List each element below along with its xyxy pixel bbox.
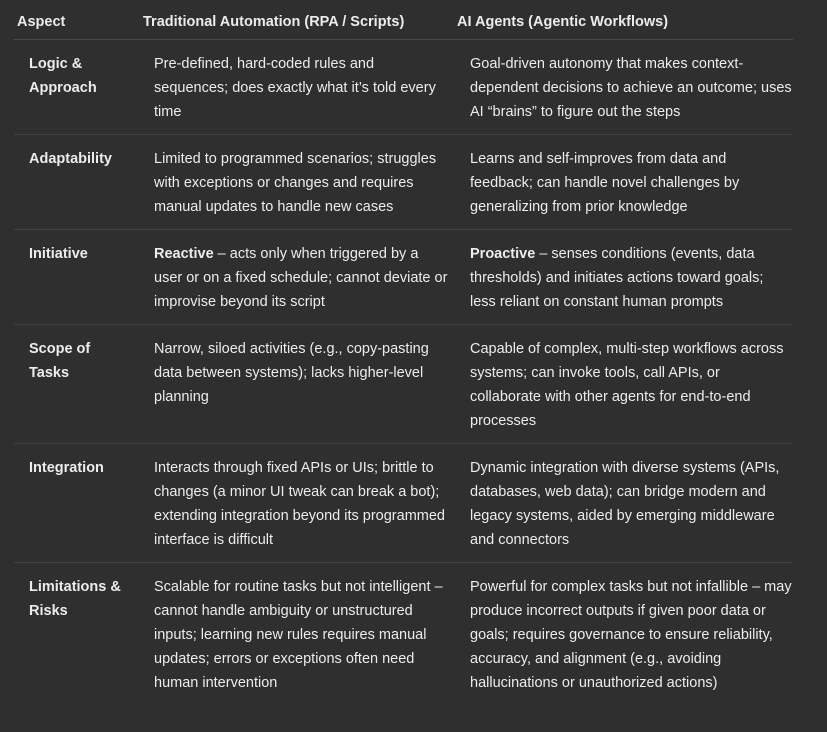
ai-emphasis: Proactive — [470, 246, 536, 262]
traditional-cell: Scalable for routine tasks but not intelligent – cannot handle ambiguity or unstructured inputs; learning new rules requires manual updates; errors or exceptions often need human intervention — [154, 579, 443, 691]
traditional-cell: Pre-defined, hard-coded rules and sequences; does exactly what it’s told every time — [154, 56, 436, 120]
ai-cell: Capable of complex, multi-step workflows across systems; can invoke tools, call APIs, or collaborate with other agents for end-to-end processes — [470, 341, 784, 429]
ai-cell: Dynamic integration with diverse systems (APIs, databases, web data); can bridge modern and legacy systems, aided by emerging middleware and connectors — [470, 460, 780, 548]
aspect-cell: Limitations & Risks — [29, 579, 121, 619]
traditional-cell — [141, 230, 457, 324]
aspect-cell: Logic & Approach — [29, 56, 97, 96]
table-header-row — [14, 6, 793, 40]
table-row — [14, 563, 793, 705]
table-row — [14, 230, 793, 325]
header-ai-agents: AI Agents (Agentic Workflows) — [457, 14, 669, 30]
table-row — [14, 325, 793, 444]
comparison-table — [14, 6, 793, 705]
traditional-cell: Interacts through fixed APIs or UIs; brittle to changes (a minor UI tweak can break a bot); extending integration beyond its programmed interface is difficult — [154, 460, 445, 548]
ai-cell: Goal-driven autonomy that makes context-dependent decisions to achieve an outcome; uses AI “brains” to figure out the steps — [470, 56, 792, 120]
ai-text: – senses conditions (events, data thresholds) and initiates actions toward goals; less reliant on constant human prompts — [470, 246, 764, 310]
aspect-cell: Scope of Tasks — [29, 341, 91, 381]
traditional-text: – acts only when triggered by a user or on a fixed schedule; cannot deviate or improvise beyond its script — [154, 246, 448, 310]
header-aspect: Aspect — [17, 14, 66, 30]
table-row — [14, 135, 793, 230]
aspect-cell: Adaptability — [29, 151, 112, 167]
header-traditional-automation: Traditional Automation (RPA / Scripts) — [143, 14, 405, 30]
aspect-cell: Integration — [29, 460, 104, 476]
ai-cell — [457, 230, 793, 324]
traditional-emphasis: Reactive — [154, 246, 214, 262]
aspect-cell: Initiative — [29, 246, 88, 262]
ai-cell: Learns and self-improves from data and feedback; can handle novel challenges by generalizing from prior knowledge — [470, 151, 740, 215]
table-row — [14, 40, 793, 135]
traditional-cell: Limited to programmed scenarios; struggles with exceptions or changes and requires manual updates to handle new cases — [154, 151, 437, 215]
traditional-cell: Narrow, siloed activities (e.g., copy-pasting data between systems); lacks higher-level planning — [154, 341, 429, 405]
ai-cell: Powerful for complex tasks but not infallible – may produce incorrect outputs if given poor data or goals; requires governance to ensure reliability, accuracy, and alignment (e.g., avoiding hallucinations or unauthorized actions) — [470, 579, 792, 691]
table-row — [14, 444, 793, 563]
